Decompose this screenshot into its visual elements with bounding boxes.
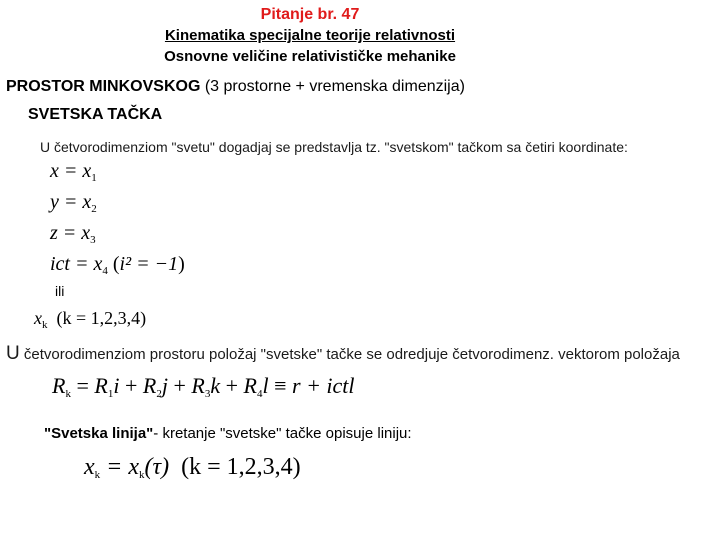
world-line-equation: $x_k = x_k(\tau) (k = 1,2,3,4)$ [84, 454, 301, 481]
equation-mid: = x [58, 160, 92, 182]
term-sub: 1 [107, 388, 114, 400]
subject-line: Kinematika specijalne teorije relativnosti [164, 27, 456, 44]
description-initial: U [6, 343, 20, 364]
vector-lhs-sub: k [65, 388, 71, 400]
term-sub: 2 [156, 388, 162, 400]
final-rhs-sub: k [139, 469, 145, 481]
equation-lhs: y [50, 191, 59, 213]
world-line-bold: "Svetska linija" [44, 425, 154, 442]
compact-var: x [34, 308, 42, 328]
vector-r: r [292, 373, 301, 398]
term-coef: R [243, 373, 257, 398]
term-unit: k [210, 373, 221, 398]
term-coef: R [191, 373, 205, 398]
minkowski-heading-rest: (3 prostorne + vremenska dimenzija) [200, 78, 465, 95]
final-lhs: x [84, 454, 95, 480]
minkowski-heading [6, 78, 465, 96]
compact-range: k = 1,2,3,4 [62, 308, 141, 328]
equation-sub: 3 [90, 234, 96, 246]
compact-sub: k [42, 319, 48, 331]
description-rest: četvorodimenziom prostoru položaj "svetske" tačke se odredjuje četvorodimenz. vektorom položaja [19, 346, 680, 363]
equation-mid: = x [57, 222, 91, 244]
equation-sub: 4 [102, 265, 108, 277]
equation-sub: 2 [91, 203, 97, 215]
vector-tail: + ictl [300, 373, 355, 398]
world-point-description: U četvorodimenziom "svetu" dogadjaj se predstavlja tz. "svetskom" tačkom sa četiri koordinate: [40, 139, 628, 155]
term-unit: j [161, 373, 168, 398]
imaginary-unit-relation: i² = −1 [119, 253, 179, 275]
equation-lhs: z [50, 222, 58, 244]
world-line-heading [44, 425, 412, 442]
position-vector-equation: $R_k = R_1i + R_2j + R_3k + R_4l \equiv r$ + ictl [52, 373, 355, 400]
final-arg: (τ) [144, 454, 170, 480]
equation-z [50, 222, 96, 246]
or-label: ili [55, 283, 65, 299]
term-coef: R [142, 373, 157, 398]
equation-mid: = x [70, 253, 103, 275]
vector-lhs: R [52, 373, 66, 398]
equation-x [50, 160, 97, 184]
equation-y [50, 191, 97, 215]
final-range: k = 1,2,3,4 [189, 454, 293, 480]
question-number: Pitanje br. 47 [260, 6, 360, 23]
final-lhs-sub: k [94, 469, 101, 481]
equation-ict: ict = $x_4$ (i² = −1) [50, 253, 185, 277]
term-sub: 3 [204, 388, 211, 400]
equation-mid: = x [58, 191, 92, 213]
term-coef: R [94, 373, 108, 398]
world-line-rest: - kretanje "svetske" tačke opisuje liniju: [153, 425, 412, 442]
term-unit: l [262, 373, 269, 398]
topic-line: Osnovne veličine relativističke mehanike [164, 48, 456, 65]
compact-coordinates: $x_k$ (k = 1,2,3,4) [34, 308, 147, 331]
position-vector-description [6, 343, 680, 365]
equation-lhs: ict [50, 253, 70, 275]
equation-lhs: x [50, 160, 59, 182]
minkowski-heading-bold: PROSTOR MINKOVSKOG [6, 78, 201, 95]
term-sub: 4 [256, 388, 263, 400]
equivalence-sign: ≡ [274, 373, 287, 398]
world-point-heading: SVETSKA TAČKA [28, 106, 163, 123]
equation-sub: 1 [91, 172, 97, 184]
final-eq: = x [100, 454, 140, 480]
term-unit: i [113, 373, 120, 398]
